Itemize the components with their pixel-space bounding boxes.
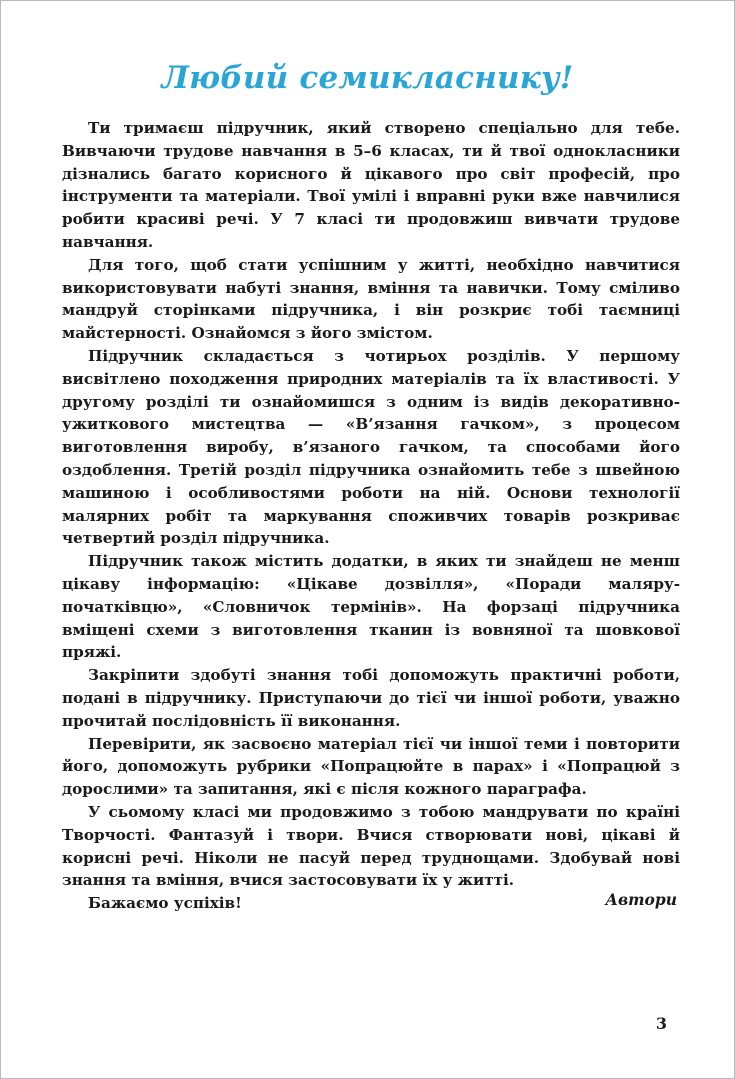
paragraph-success: Для того, щоб стати успішним у житті, необхідно навчитися використовувати набуті знання, вміння та навички. Тому сміливо мандруй сторінками підручника, і він розкриє тобі таємниці майстерності. Ознайомся з його змістом. <box>62 255 680 343</box>
paragraph-practical-works: Закріпити здобуті знання тобі допоможуть практичні роботи, подані в підручнику. Приступаючи до тієї чи іншої роботи, уважно прочитай послідовність її виконання. <box>62 666 680 730</box>
paragraph-sections: Підручник складається з чотирьох розділів. У першому висвітлено походження природних матеріалів та їх властивості. У другому розділі ти ознайомишся з одним із видів декоративно-ужиткового мистецтва — «В’язання гачком», з процесом виготовлення виробу, в’язаного гачком, та способами його оздоблення. Третій розділ підручника ознайомить тебе з швейною машиною і особливостями роботи на ній. Основи технології малярних робіт та маркування споживчих товарів розкриває четвертий розділ підручника. <box>62 346 680 548</box>
body-text <box>62 117 680 915</box>
paragraph-creativity: У сьомому класі ми продовжимо з тобою мандрувати по країні Творчості. Фантазуй і твори. Вчися створювати нові, цікаві й корисні речі. Ніколи не пасуй перед труднощами. Здобувай нові знання та вміння, вчися застосовувати їх у житті. <box>62 802 680 890</box>
paragraph-intro: Ти тримаєш підручник, який створено спеціально для тебе. Вивчаючи трудове навчання в 5–6 класах, ти й твої однокласники дізнались багато корисного й цікавого про світ професій, про інструменти та матеріали. Твої умілі і вправні руки вже навчилися робити красиві речі. У 7 класі ти продовжиш вивчати трудове навчання. <box>62 119 680 251</box>
paragraph-rubrics: Перевірити, як засвоєно матеріал тієї чи іншої теми і повторити його, допоможуть рубрики «Попрацюйте в парах» і «Попрацюй з дорослими» та запитання, які є після кожного параграфа. <box>62 734 680 799</box>
page-title: Любий семикласнику! <box>161 60 574 96</box>
paragraph-wishes: Бажаємо успіхів! <box>88 894 242 913</box>
authors-signature: Автори <box>605 890 677 909</box>
paragraph-appendices: Підручник також містить додатки, в яких ти знайдеш не менш цікаву інформацію: «Цікаве дозвілля», «Поради маляру-початківцю», «Словничок термінів». На форзаці підручника вміщені схеми з виготовлення тканин із вовняної та шовкової пряжі. <box>62 552 680 662</box>
page-number: 3 <box>655 1014 667 1033</box>
